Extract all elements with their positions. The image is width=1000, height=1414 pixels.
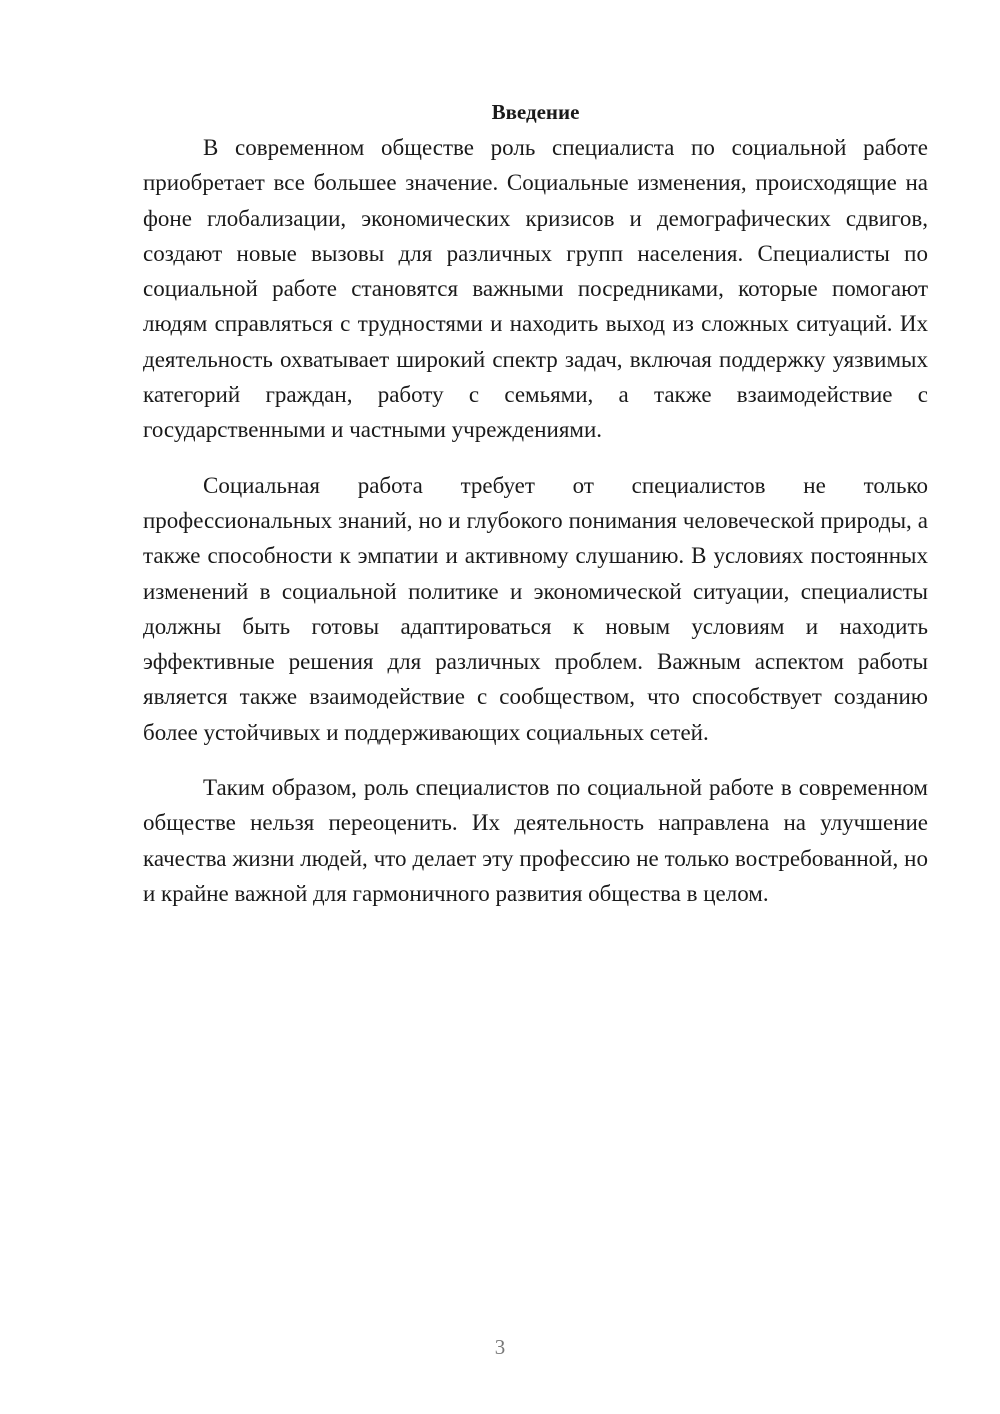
section-heading: Введение bbox=[491, 100, 580, 124]
page-content bbox=[143, 95, 928, 911]
page-number: 3 bbox=[494, 1335, 506, 1359]
paragraph-2: Социальная работа требует от специалистов не только профессиональных знаний, но и глубокого понимания человеческой природы, а также способности к эмпатии и активному слушанию. В условиях постоянных изменений в социальной политике и экономической ситуации, специалисты должны быть готовы адаптироваться к новым условиям и находить эффективные решения для различных проблем. Важным аспектом работы является также взаимодействие с сообществом, что способствует созданию более устойчивых и поддерживающих социальных сетей. bbox=[143, 472, 928, 745]
paragraph-1: В современном обществе роль специалиста по социальной работе приобретает все большее значение. Социальные изменения, происходящие на фоне глобализации, экономических кризисов и демографических сдвигов, создают новые вызовы для различных групп населения. Специалисты по социальной работе становятся важными посредниками, которые помогают людям справляться с трудностями и находить выход из сложных ситуаций. Их деятельность охватывает широкий спектр задач, включая поддержку уязвимых категорий граждан, работу с семьями, а также взаимодействие с государственными и частными учреждениями. bbox=[143, 135, 928, 443]
paragraph-3: Таким образом, роль специалистов по социальной работе в современном обществе нельзя переоценить. Их деятельность направлена на улучшение качества жизни людей, что делает эту профессию не только востребованной, но и крайне важной для гармоничного развития общества в целом. bbox=[143, 775, 928, 906]
